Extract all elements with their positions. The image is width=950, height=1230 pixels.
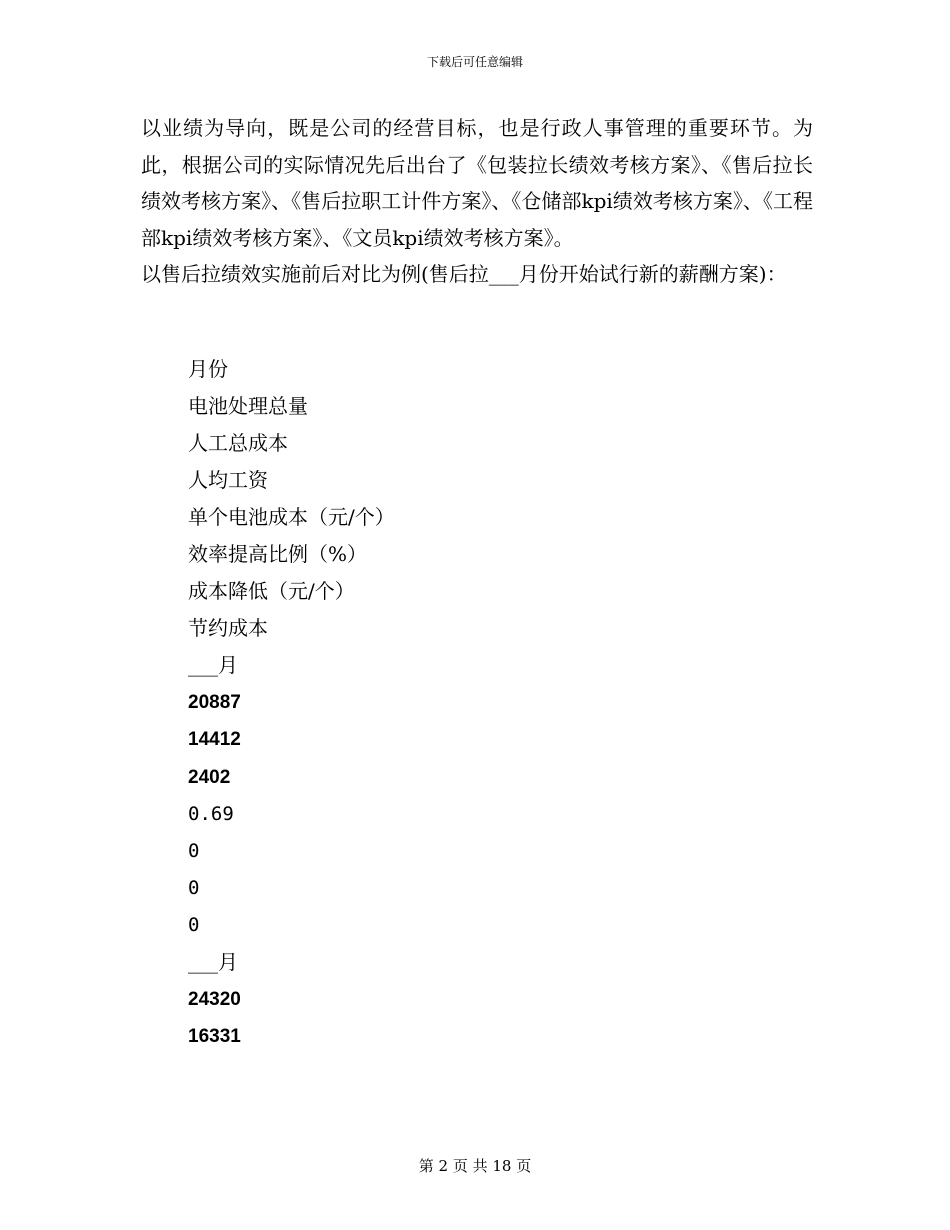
- comparison-paragraph: 以售后拉绩效实施前后对比为例(售后拉___月份开始试行新的薪酬方案)：: [141, 262, 787, 286]
- table-cell-item: 月份: [188, 356, 228, 381]
- table-cell-item: 2402: [188, 766, 231, 788]
- table-cell-item: 电池处理总量: [188, 393, 308, 418]
- table-cell-item: 0: [188, 913, 200, 936]
- table-cell-item: 16331: [188, 1026, 241, 1048]
- table-cell-item: 0: [188, 839, 200, 862]
- page-footer: [0, 1157, 950, 1175]
- table-cell-item: 0: [188, 876, 200, 899]
- page-header: [0, 54, 950, 70]
- table-cell-item: 人工总成本: [188, 430, 288, 455]
- intro-paragraph: 以业绩为导向，既是公司的经营目标，也是行政人事管理的重要环节。为此，根据公司的实际情况先后出台了《包装拉长绩效考核方案》、《售后拉长绩效考核方案》、《售后拉职工计件方案》、《仓储部kpi绩效考核方案》、《工程部kpi绩效考核方案》、《文员kpi绩效考核方案》。: [141, 116, 813, 250]
- header-note: 下载后可任意编辑: [426, 55, 523, 69]
- page-number: 第 2 页 共 18 页: [418, 1157, 532, 1175]
- table-cell-item: ___月: [188, 950, 238, 974]
- table-cell-item: 成本降低（元/个）: [188, 579, 355, 604]
- table-cell-item: 24320: [188, 989, 241, 1011]
- table-cell-item: 节约成本: [188, 616, 268, 641]
- table-cell-item: 0.69: [188, 802, 234, 825]
- table-cell-item: 人均工资: [188, 467, 268, 492]
- table-cell-item: 14412: [188, 729, 241, 751]
- table-cell-item: 20887: [188, 692, 241, 714]
- table-cell-item: 单个电池成本（元/个）: [188, 504, 395, 529]
- table-cell-item: 效率提高比例（%）: [188, 541, 368, 566]
- paragraph-spacer: [141, 293, 813, 351]
- table-cell-list: [141, 351, 813, 1056]
- document-body: [141, 110, 813, 1055]
- table-cell-item: ___月: [188, 653, 238, 678]
